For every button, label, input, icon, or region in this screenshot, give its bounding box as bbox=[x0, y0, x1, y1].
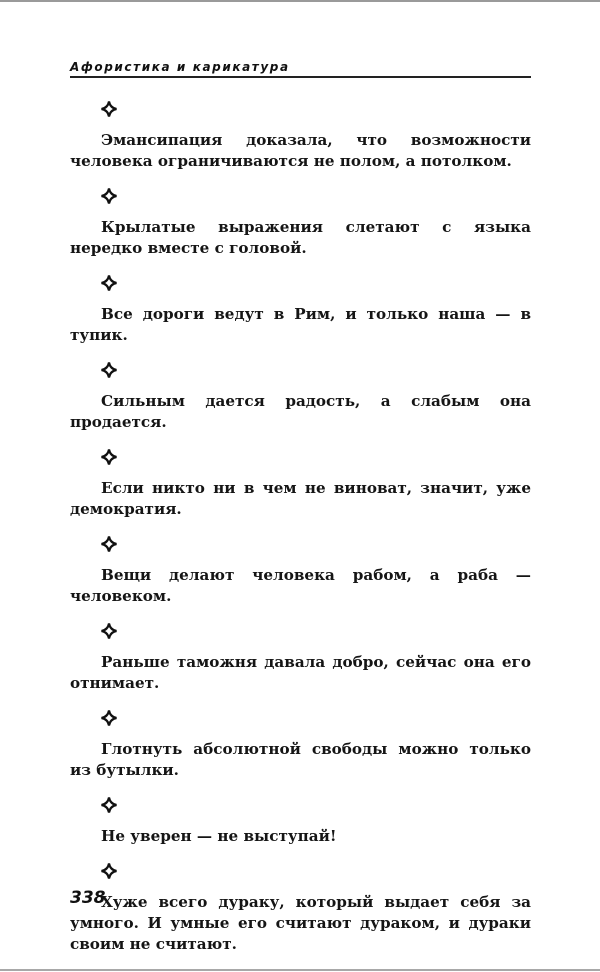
aphorism-entry bbox=[70, 792, 531, 847]
four-point-star-icon bbox=[70, 96, 531, 122]
aphorism-entry bbox=[70, 357, 531, 433]
aphorism-text: Глотнуть абсолютной свободы можно только из бутылки. bbox=[70, 740, 531, 779]
aphorism-entry bbox=[70, 444, 531, 520]
four-point-star-icon bbox=[70, 357, 531, 383]
four-point-star-icon bbox=[70, 705, 531, 731]
aphorism-text: Если никто ни в чем не виноват, значит, уже демократия. bbox=[70, 479, 531, 518]
aphorism-text: Вещи делают человека рабом, а раба — человеком. bbox=[70, 566, 531, 605]
four-point-star-icon bbox=[70, 618, 531, 644]
four-point-star-icon bbox=[70, 444, 531, 470]
header-rule bbox=[70, 76, 531, 78]
aphorism-text: Эмансипация доказала, что возможности человека ограничиваются не полом, а потолком. bbox=[70, 131, 531, 170]
aphorism-entry bbox=[70, 96, 531, 172]
four-point-star-icon bbox=[70, 531, 531, 557]
running-head: Афористика и карикатура bbox=[70, 60, 290, 74]
aphorism-entry bbox=[70, 270, 531, 346]
page-number: 338 bbox=[70, 888, 106, 908]
aphorism-entry bbox=[70, 858, 531, 955]
aphorism-entry bbox=[70, 618, 531, 694]
aphorism-entry bbox=[70, 531, 531, 607]
aphorism-text: Не уверен — не выступай! bbox=[101, 827, 337, 845]
aphorism-text: Крылатые выражения слетают с языка нередко вместе с головой. bbox=[70, 218, 531, 257]
aphorism-entry bbox=[70, 183, 531, 259]
page-bottom-border bbox=[0, 969, 600, 971]
four-point-star-icon bbox=[70, 858, 531, 884]
page-top-border bbox=[0, 0, 600, 2]
aphorism-text: Раньше таможня давала добро, сейчас она его отнимает. bbox=[70, 653, 531, 692]
four-point-star-icon bbox=[70, 270, 531, 296]
aphorism-text: Хуже всего дураку, который выдает себя за умного. И умные его считают дураком, и дураки своим не считают. bbox=[70, 893, 531, 953]
aphorism-entry bbox=[70, 705, 531, 781]
aphorism-text: Сильным дается радость, а слабым она продается. bbox=[70, 392, 531, 431]
aphorism-text: Все дороги ведут в Рим, и только наша — в тупик. bbox=[70, 305, 531, 344]
aphorism-list bbox=[70, 96, 531, 966]
four-point-star-icon bbox=[70, 183, 531, 209]
four-point-star-icon bbox=[70, 792, 531, 818]
